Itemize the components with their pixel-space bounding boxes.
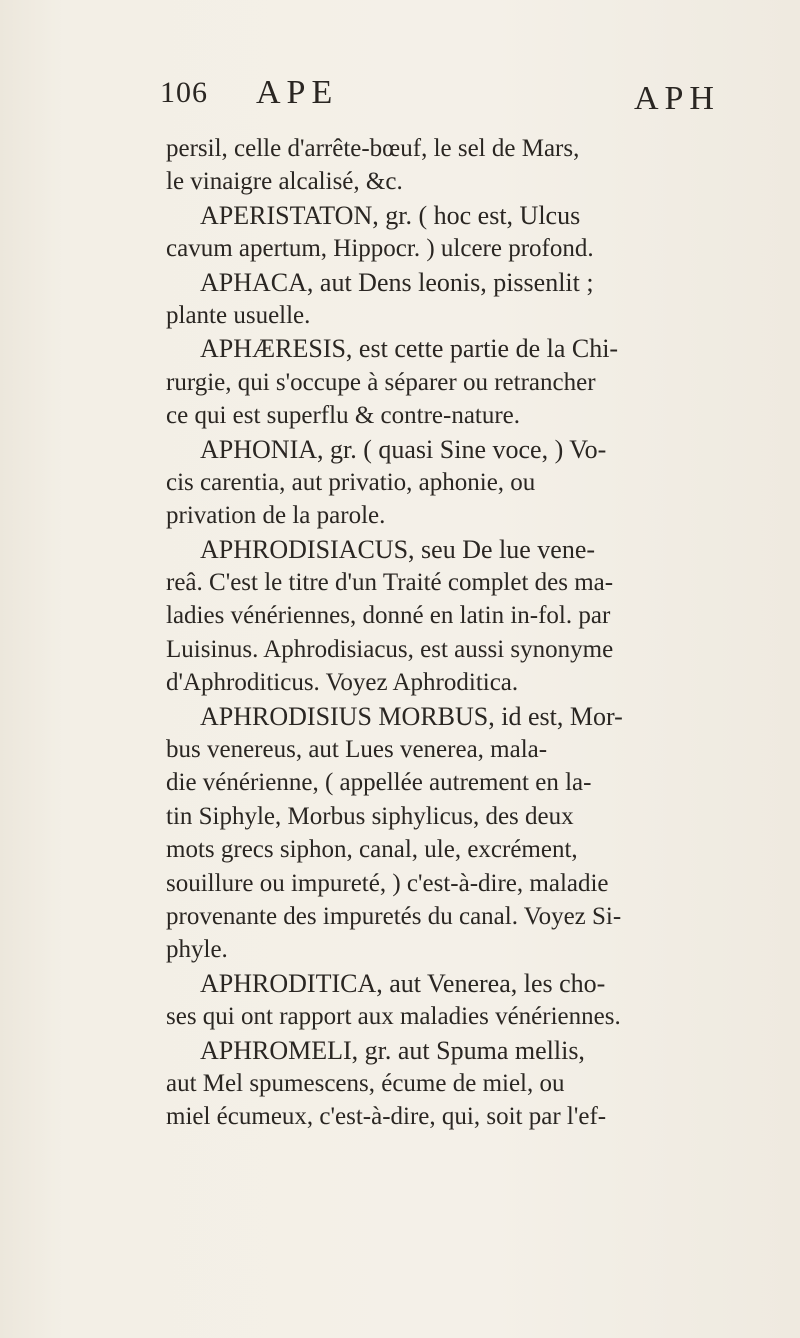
entry-headword-line: APHRODISIACUS, seu De lue vene- [200, 534, 596, 564]
text-line: provenante des impuretés du canal. Voyez Si- [166, 902, 622, 930]
text-line: aut Mel spumescens, écume de miel, ou [166, 1069, 565, 1097]
text-line: reâ. C'est le titre d'un Traité complet des ma- [166, 569, 614, 597]
text-line: mots grecs siphon, canal, ule, excrément, [166, 836, 578, 864]
entry-headword-line: APHONIA, gr. ( quasi Sine voce, ) Vo- [200, 434, 607, 464]
text-line: tin Siphyle, Morbus siphylicus, des deux [166, 802, 574, 830]
text-line: cis carentia, aut privatio, aphonie, ou [166, 468, 536, 496]
page-number: 106 [160, 76, 208, 109]
text-line: cavum apertum, Hippocr. ) ulcere profond. [166, 235, 594, 263]
text-line: miel écumeux, c'est-à-dire, qui, soit par l'ef- [166, 1103, 607, 1131]
entry-headword-line: APERISTATON, gr. ( hoc est, Ulcus [200, 200, 581, 230]
text-line: le vinaigre alcalisé, &c. [166, 168, 403, 196]
entry-headword-line: APHRODITICA, aut Venerea, les cho- [200, 968, 606, 998]
text-line: ses qui ont rapport aux maladies vénériennes. [166, 1003, 621, 1031]
running-head-left: APE [256, 74, 339, 111]
page-header [160, 74, 720, 124]
entry-headword-line: APHROMELI, gr. aut Spuma mellis, [200, 1035, 585, 1065]
text-line: bus venereus, aut Lues venerea, mala- [166, 736, 548, 764]
text-line: plante usuelle. [166, 301, 311, 329]
dictionary-text [166, 132, 766, 1134]
text-line: rurgie, qui s'occupe à séparer ou retrancher [166, 368, 596, 396]
text-line: phyle. [166, 936, 228, 964]
entry-headword-line: APHACA, aut Dens leonis, pissenlit ; [200, 267, 594, 297]
text-line: persil, celle d'arrête-bœuf, le sel de Mars, [166, 135, 580, 162]
text-line: Luisinus. Aphrodisiacus, est aussi synonyme [166, 635, 614, 663]
text-line: d'Aphroditicus. Voyez Aphroditica. [166, 669, 519, 697]
text-line: die vénérienne, ( appellée autrement en la- [166, 769, 592, 797]
text-line: ladies vénériennes, donné en latin in-fol. par [166, 602, 611, 630]
running-head-right: APH [633, 80, 720, 117]
text-line: souillure ou impureté, ) c'est-à-dire, maladie [166, 869, 609, 897]
entry-headword-line: APHÆRESIS, est cette partie de la Chi- [200, 334, 619, 364]
text-line: privation de la parole. [166, 502, 386, 530]
text-line: ce qui est superflu & contre-nature. [166, 402, 521, 430]
entry-headword-line: APHRODISIUS MORBUS, id est, Mor- [200, 701, 623, 731]
